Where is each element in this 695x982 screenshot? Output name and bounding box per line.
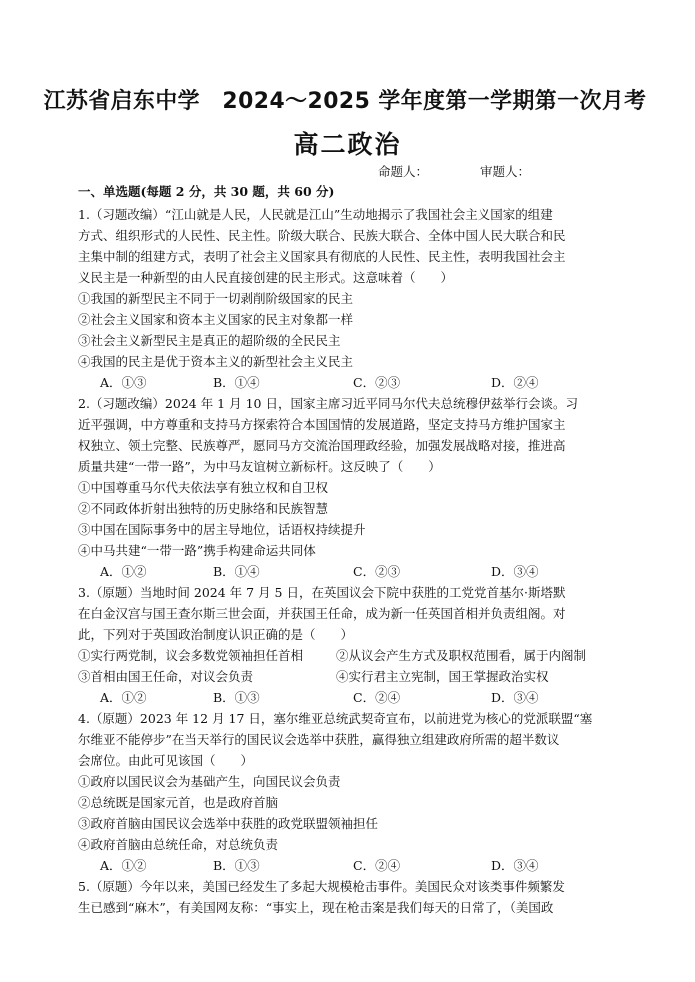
q3-option-b[interactable]: B．①③ — [213, 690, 260, 705]
q1-stem-line: 1.（习题改编）“江山就是人民，人民就是江山”生动地揭示了我国社会主义国家的组建 — [78, 207, 553, 222]
q1-stem-line: 方式、组织形式的人民性、民主性。阶级大联合、民族大联合、全体中国人民大联合和民 — [78, 228, 566, 243]
q4-stem-line: 4.（原题）2023 年 12 月 17 日，塞尔维亚总统武契奇宣布，以前进党为核心的党派联盟“塞 — [78, 711, 593, 726]
q1-statement: ③社会主义新型民主是真正的超阶级的全民民主 — [78, 333, 341, 348]
q4-statement: ②总统既是国家元首，也是政府首脑 — [78, 795, 279, 810]
q1-option-a[interactable]: A．①③ — [100, 375, 147, 390]
q1-statement: ①我国的新型民主不同于一切剥削阶级国家的民主 — [78, 291, 354, 306]
exam-subject: 高二政治 — [293, 130, 402, 159]
q1-stem-line: 义民主是一种新型的由人民直接创建的民主形式。这意味着（ ） — [78, 270, 454, 285]
q2-stem-line: 近平强调，中方尊重和支持马方探索符合本国国情的发展道路，坚定支持马方维护国家主 — [78, 417, 566, 432]
q4-option-d[interactable]: D．③④ — [491, 858, 539, 873]
q1-option-c[interactable]: C．②③ — [353, 375, 401, 390]
q2-statement: ①中国尊重马尔代夫依法享有独立权和自卫权 — [78, 480, 329, 495]
q4-option-b[interactable]: B．①③ — [213, 858, 260, 873]
q3-statement: ③首相由国王任命，对议会负责 — [78, 669, 254, 684]
reviewer-label: 审题人： — [480, 164, 531, 179]
q2-statement: ④中马共建“一带一路”携手构建命运共同体 — [78, 543, 316, 558]
q4-statement: ④政府首脑由总统任命，对总统负责 — [78, 837, 279, 852]
q3-stem-line: 在白金汉宫与国王查尔斯三世会面，并获国王任命，成为新一任英国首相并负责组阁。对 — [78, 606, 566, 621]
q4-stem-line: 会席位。由此可见该国（ ） — [78, 753, 254, 768]
q3-stem-line: 3.（原题）当地时间 2024 年 7 月 5 日，在英国议会下院中获胜的工党党首基尔·斯塔默 — [78, 585, 566, 600]
q5-stem-line: 生已感到“麻木”，有美国网友称：“事实上，现在枪击案是我们每天的日常了，（美国政 — [78, 900, 554, 915]
q2-stem-line: 2.（习题改编）2024 年 1 月 10 日，国家主席习近平同马尔代夫总统穆伊兹举行会谈。习 — [78, 396, 578, 411]
q2-statement: ③中国在国际事务中的居主导地位，话语权持续提升 — [78, 522, 366, 537]
q3-option-a[interactable]: A．①② — [100, 690, 147, 705]
q1-statement: ④我国的民主是优于资本主义的新型社会主义民主 — [78, 354, 354, 369]
q3-statement: ①实行两党制，议会多数党领袖担任首相 — [78, 648, 304, 663]
q1-option-d[interactable]: D．②④ — [491, 375, 539, 390]
q1-statement: ②社会主义国家和资本主义国家的民主对象都一样 — [78, 312, 354, 327]
q3-statement: ④实行君主立宪制，国王掌握政治实权 — [336, 669, 549, 684]
q2-option-a[interactable]: A．①② — [100, 564, 147, 579]
q4-statement: ①政府以国民议会为基础产生，向国民议会负责 — [78, 774, 341, 789]
q2-option-c[interactable]: C．②③ — [353, 564, 401, 579]
q3-option-d[interactable]: D．③④ — [491, 690, 539, 705]
q4-option-a[interactable]: A．①② — [100, 858, 147, 873]
q3-option-c[interactable]: C．②④ — [353, 690, 401, 705]
q3-stem-line: 此，下列对于英国政治制度认识正确的是（ ） — [78, 627, 354, 642]
exam-title: 江苏省启东中学 2024～2025 学年度第一学期第一次月考 — [43, 89, 647, 114]
q5-stem-line: 5.（原题）今年以来，美国已经发生了多起大规模枪击事件。美国民众对该类事件频繁发 — [78, 879, 565, 894]
q2-option-d[interactable]: D．③④ — [491, 564, 539, 579]
q1-stem-line: 主集中制的组建方式，表明了社会主义国家具有彻底的人民性、民主性，表明我国社会主 — [78, 249, 566, 264]
q4-statement: ③政府首脑由国民议会选举中获胜的政党联盟领袖担任 — [78, 816, 379, 831]
q1-option-b[interactable]: B．①④ — [213, 375, 260, 390]
q2-option-b[interactable]: B．①④ — [213, 564, 260, 579]
q2-stem-line: 权独立、领土完整、民族尊严，愿同马方交流治国理政经验，加强发展战略对接，推进高 — [78, 438, 566, 453]
q3-statement: ②从议会产生方式及职权范围看，属于内阁制 — [336, 648, 587, 663]
q2-stem-line: 质量共建“一带一路”，为中马友谊树立新标杆。这反映了（ ） — [78, 459, 441, 474]
q4-stem-line: 尔维亚不能停步”在当天举行的国民议会选举中获胜，赢得独立组建政府所需的超半数议 — [78, 732, 560, 747]
q4-option-c[interactable]: C．②④ — [353, 858, 401, 873]
section-title: 一、单选题(每题 2 分，共 30 题，共 60 分) — [78, 184, 335, 199]
q2-statement: ②不同政体折射出独特的历史脉络和民族智慧 — [78, 501, 329, 516]
author-label: 命题人： — [378, 164, 429, 179]
